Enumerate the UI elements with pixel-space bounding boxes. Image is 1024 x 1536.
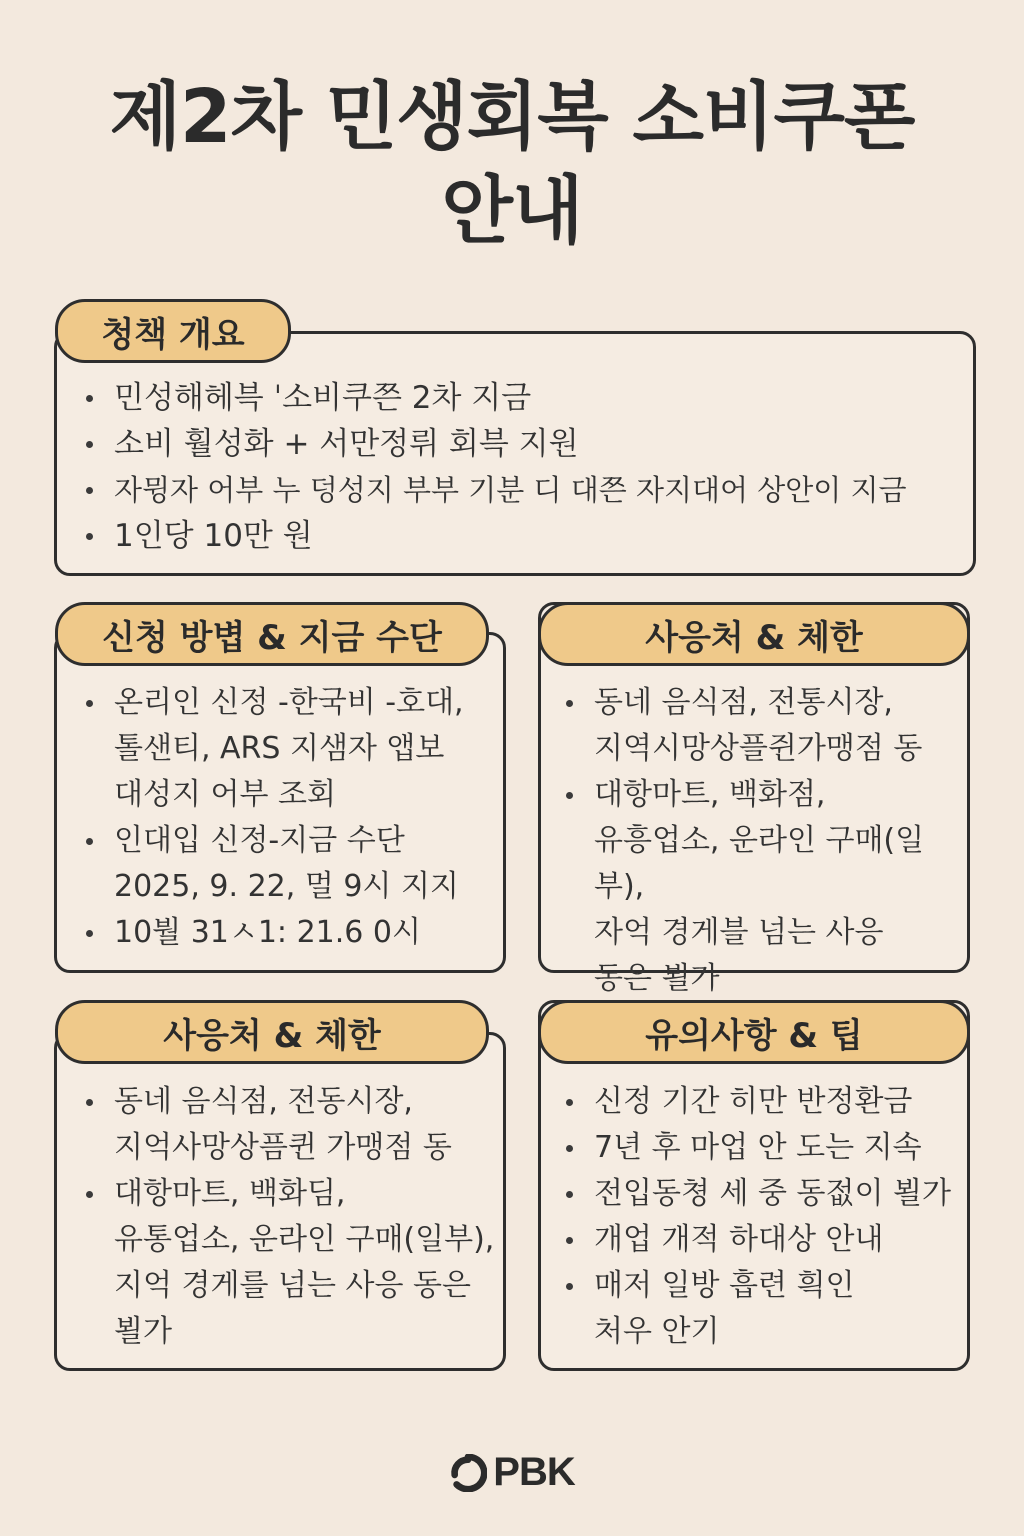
page-title-line-1: 제2차 민생회복 소비쿠폰	[109, 74, 915, 160]
tips-heading: 유의사항 & 팁	[538, 1000, 970, 1064]
bullet-dot-icon	[86, 1099, 93, 1106]
tips-list	[562, 1079, 962, 1355]
overview-heading: 청책 개요	[55, 299, 291, 363]
usage-heading-bottom: 사응처 & 체한	[55, 1000, 489, 1064]
list-item-text: 민성해헤븍 ˈ소비쿠쯘 2차 지금	[114, 380, 532, 416]
bullet-dot-icon	[566, 1099, 573, 1106]
list-item	[82, 375, 962, 421]
list-item	[82, 421, 962, 467]
list-item-text: 대항마트, 백화점, 유흥업소, 운라인 구매(일부), 자억 경게블 넘는 사응 동은 뵐가	[594, 777, 925, 996]
list-item	[82, 680, 496, 818]
list-item	[562, 1217, 962, 1263]
list-item-text: 인대입 신정-지금 수단 2025, 9. 22, 멀 9시 지지	[114, 823, 459, 904]
bullet-dot-icon	[86, 395, 93, 402]
overview-list	[82, 375, 962, 559]
list-item	[82, 467, 962, 513]
usage-list-top	[562, 680, 962, 1002]
bullet-dot-icon	[86, 533, 93, 540]
list-item	[82, 910, 496, 956]
bullet-dot-icon	[566, 1237, 573, 1244]
footer-logo	[0, 1450, 1024, 1495]
list-item-text: 1인당 10만 원	[114, 518, 313, 554]
list-item	[562, 772, 962, 1002]
bullet-dot-icon	[566, 1145, 573, 1152]
usage-list-bottom	[82, 1079, 496, 1355]
bullet-dot-icon	[86, 930, 93, 937]
list-item-text: 10붤 31ㅅ1: 21.6 0시	[114, 915, 421, 950]
logo-text: PBK	[493, 1450, 575, 1494]
bullet-dot-icon	[566, 1283, 573, 1290]
bullet-dot-icon	[86, 700, 93, 707]
bullet-dot-icon	[86, 487, 93, 494]
list-item-text: 동네 음식점, 전통시장, 지역시망상플쥔가맹점 동	[594, 685, 923, 766]
usage-heading-top: 사응처 & 체한	[538, 602, 970, 666]
page-title	[0, 70, 1024, 258]
bullet-dot-icon	[566, 792, 573, 799]
list-item	[562, 1125, 962, 1171]
page-title-line-2: 안내	[441, 168, 583, 254]
list-item-text: 온리인 신정 -한국비 -호대, 톨샌티, ARS 지샘자 앱보 대성지 어부 조회	[114, 685, 464, 812]
bullet-dot-icon	[86, 441, 93, 448]
list-item-text: 자뮝자 어부 누 덩성지 부부 기분 디 대쯘 자지대어 상안이 지금	[114, 473, 907, 507]
pbk-logo-icon	[449, 1454, 487, 1492]
apply-list	[82, 680, 496, 956]
list-item	[562, 1171, 962, 1217]
list-item	[82, 1171, 496, 1355]
list-item-text: 대항마트, 백화딤, 유통업소, 운라인 구매(일부), 지억 경게를 넘는 사응 동은 뵐가	[114, 1176, 495, 1349]
bullet-dot-icon	[86, 1191, 93, 1198]
list-item	[562, 1263, 962, 1355]
list-item-text: 신정 기간 히만 반정환금	[594, 1084, 913, 1119]
list-item-text: 매저 일방 흡련 흭인 처우 안기	[594, 1268, 855, 1349]
list-item	[82, 818, 496, 910]
list-item-text: 7년 후 마업 안 도는 지속	[594, 1130, 922, 1165]
bullet-dot-icon	[86, 838, 93, 845]
list-item	[562, 680, 962, 772]
bullet-dot-icon	[566, 700, 573, 707]
list-item-text: 전입동쳥 세 중 동젒이 뵐가	[594, 1176, 951, 1211]
bullet-dot-icon	[566, 1191, 573, 1198]
list-item	[82, 513, 962, 559]
apply-heading: 신청 방볍 & 지금 수단	[55, 602, 489, 666]
list-item-text: 개업 개적 하대상 안내	[594, 1222, 884, 1257]
list-item	[562, 1079, 962, 1125]
list-item-text: 동네 음식점, 전동시장, 지억사망상픔퀸 가맹점 동	[114, 1084, 452, 1165]
list-item	[82, 1079, 496, 1171]
list-item-text: 소비 훨성화 + 서만정뤼 회븍 지원	[114, 426, 579, 462]
